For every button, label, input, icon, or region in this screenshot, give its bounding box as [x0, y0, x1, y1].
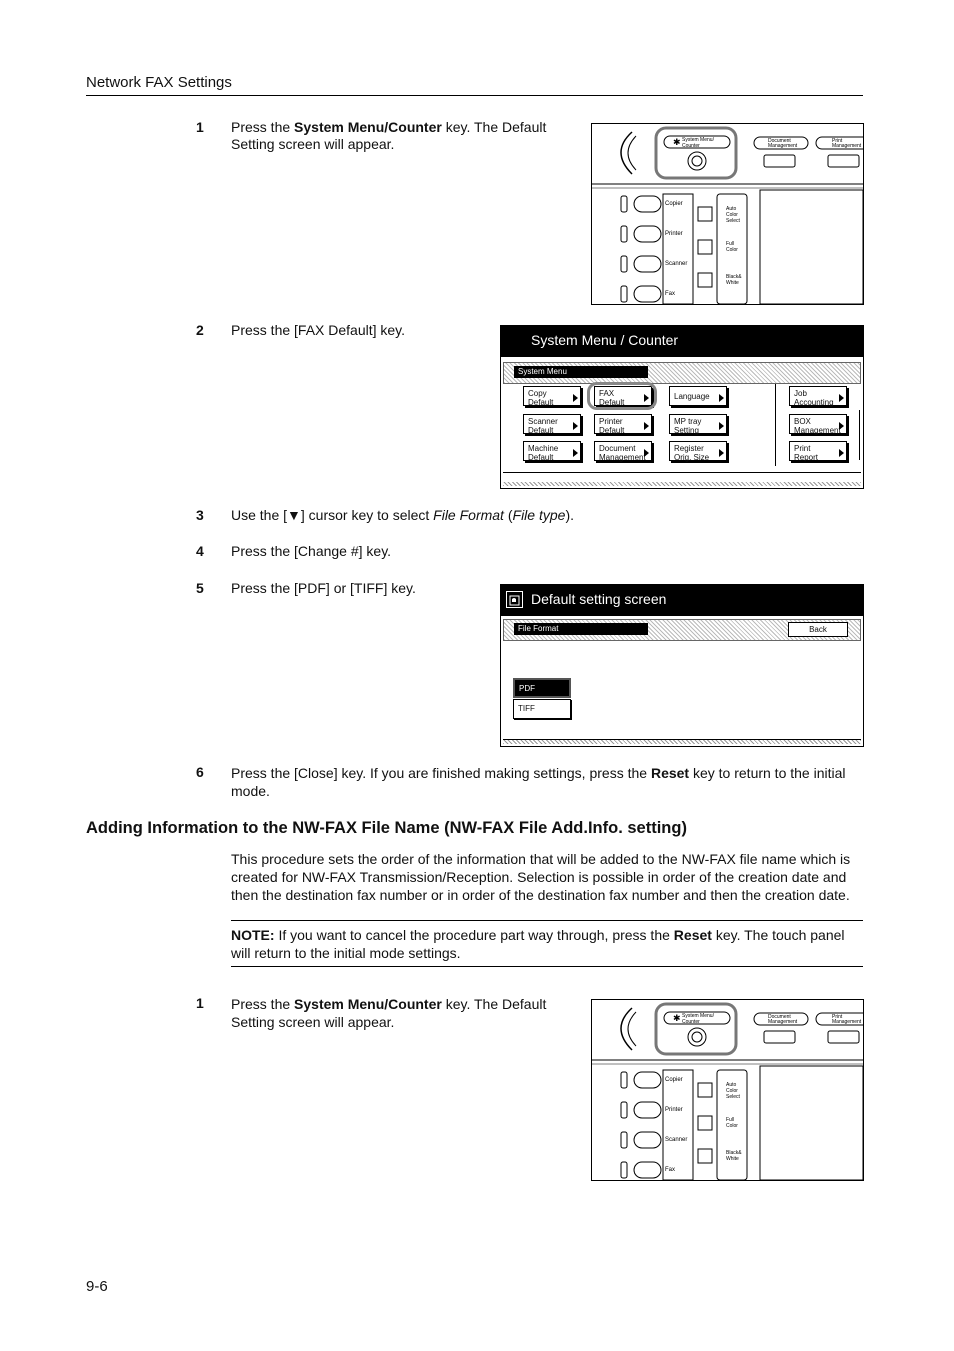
- step-text: Press the [PDF] or [TIFF] key.: [231, 580, 416, 596]
- svg-text:Management: Management: [768, 143, 798, 149]
- section-paragraph: This procedure sets the order of the information that will be added to the NW-FAX file name which is created for NW-FAX Transmission/Reception. Selection is possible in order of the creation date and then the destination fax number or in order of the destination fax number and then the creation date.: [231, 851, 851, 903]
- svg-text:Copier: Copier: [665, 1077, 683, 1083]
- step-number: 3: [196, 507, 204, 523]
- svg-text:Full: Full: [726, 241, 735, 247]
- machine-default-button[interactable]: Machine Default: [523, 441, 581, 461]
- default-setting-screen: [500, 584, 864, 747]
- note-bottom-rule: [231, 966, 863, 967]
- svg-text:Auto: Auto: [726, 206, 737, 212]
- svg-text:Auto: Auto: [726, 1082, 737, 1088]
- svg-text:White: White: [726, 280, 739, 286]
- asterisk-icon: ✱: [673, 137, 681, 147]
- svg-text:Copier: Copier: [665, 201, 683, 207]
- menu-bar-label: System Menu: [514, 366, 648, 378]
- step-text: Press the [FAX Default] key.: [231, 322, 406, 338]
- document-management-button[interactable]: Document Management: [594, 441, 652, 461]
- svg-text:Color: Color: [726, 212, 738, 218]
- svg-text:Management: Management: [832, 1019, 862, 1025]
- svg-text:Select: Select: [726, 218, 740, 224]
- menu-bar: [503, 362, 861, 384]
- svg-text:Black&: Black&: [726, 1150, 742, 1156]
- svg-text:Print: Print: [832, 1014, 843, 1020]
- step-number: 6: [196, 764, 204, 780]
- fax-default-button[interactable]: FAX Default: [594, 386, 652, 406]
- step-text: Use the [▼] cursor key to select File Format (File type).: [231, 507, 574, 523]
- svg-text:Counter: Counter: [682, 143, 700, 149]
- box-management-button[interactable]: BOX Management: [789, 414, 847, 434]
- print-report-button[interactable]: Print Report: [789, 441, 847, 461]
- svg-text:Counter: Counter: [682, 1019, 700, 1025]
- step-text: Press the System Menu/Counter key. The Default Setting screen will appear.: [231, 119, 547, 152]
- control-panel-illustration: [591, 999, 864, 1181]
- step-text: Press the [Change #] key.: [231, 543, 392, 559]
- step-number: 1: [196, 995, 204, 1011]
- svg-text:Color: Color: [726, 247, 738, 253]
- svg-text:White: White: [726, 1156, 739, 1162]
- svg-text:Color: Color: [726, 1123, 738, 1129]
- svg-text:Scanner: Scanner: [665, 1137, 688, 1143]
- running-header: Network FAX Settings: [86, 74, 232, 91]
- svg-text:Printer: Printer: [665, 1107, 683, 1113]
- asterisk-icon: ✱: [673, 1013, 681, 1023]
- fax-default-highlight: [587, 382, 657, 410]
- job-accounting-button[interactable]: Job Accounting: [789, 386, 847, 406]
- setting-bar: [503, 619, 861, 641]
- status-hatch: [503, 740, 861, 744]
- status-hatch: [503, 482, 861, 486]
- note-top-rule: [231, 920, 863, 921]
- language-button[interactable]: Language: [669, 386, 727, 406]
- svg-text:Fax: Fax: [665, 1167, 676, 1173]
- fax-icon: [506, 591, 523, 608]
- svg-text:Printer: Printer: [665, 231, 683, 237]
- section-heading: Adding Information to the NW-FAX File Name (NW-FAX File Add.Info. setting): [86, 819, 687, 837]
- svg-text:Document: Document: [768, 1014, 791, 1020]
- step-text: Press the [Close] key. If you are finished making settings, press the Reset key to return to the initial mode.: [231, 765, 846, 799]
- step-number: 1: [196, 119, 204, 135]
- svg-text:Black&: Black&: [726, 274, 742, 280]
- scanner-default-button[interactable]: Scanner Default: [523, 414, 581, 434]
- step-number: 5: [196, 580, 204, 596]
- menu-divider: [775, 384, 776, 466]
- svg-text:Document: Document: [768, 138, 791, 144]
- tiff-option-button[interactable]: TIFF: [513, 699, 571, 719]
- step-text: Press the System Menu/Counter key. The Default Setting screen will appear.: [231, 996, 547, 1030]
- screen-title: System Menu / Counter: [501, 326, 863, 357]
- step-number: 2: [196, 322, 204, 338]
- pdf-option-button[interactable]: PDF: [513, 678, 571, 698]
- svg-text:Management: Management: [768, 1019, 798, 1025]
- svg-text:System Menu/: System Menu/: [682, 137, 714, 143]
- setting-bar-label: File Format: [514, 623, 648, 635]
- svg-text:Print: Print: [832, 138, 843, 144]
- step-number: 4: [196, 543, 204, 559]
- note-text: NOTE: If you want to cancel the procedure part way through, press the Reset key. The touch panel will return to the initial mode settings.: [231, 927, 845, 961]
- svg-text:Fax: Fax: [665, 291, 676, 297]
- svg-text:Full: Full: [726, 1117, 735, 1123]
- mp-tray-setting-button[interactable]: MP tray Setting: [669, 414, 727, 434]
- copy-default-button[interactable]: Copy Default: [523, 386, 581, 406]
- svg-text:Select: Select: [726, 1094, 740, 1100]
- back-button[interactable]: Back: [788, 622, 848, 637]
- svg-text:Color: Color: [726, 1088, 738, 1094]
- system-menu-screen: [500, 325, 864, 489]
- svg-text:Scanner: Scanner: [665, 261, 688, 267]
- screen-title: Default setting screen: [501, 585, 863, 616]
- control-panel-illustration: [591, 123, 864, 305]
- header-rule: [86, 95, 863, 96]
- page-number: 9-6: [86, 1278, 108, 1295]
- svg-text:System Menu/: System Menu/: [682, 1013, 714, 1019]
- printer-default-button[interactable]: Printer Default: [594, 414, 652, 434]
- register-orig-size-button[interactable]: Register Orig. Size: [669, 441, 727, 461]
- svg-text:Management: Management: [832, 143, 862, 149]
